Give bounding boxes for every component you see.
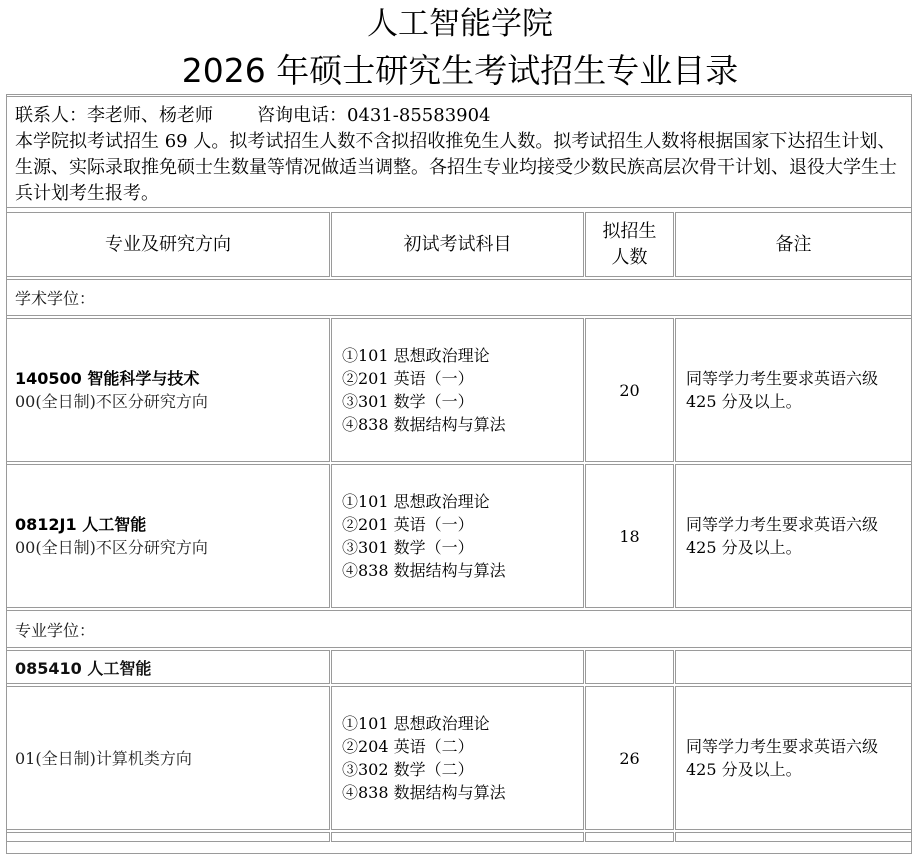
major-code: 085410 人工智能	[6, 650, 330, 684]
empty-cell	[585, 650, 674, 684]
exam-subject: ②201 英语（一）	[342, 515, 474, 534]
exam-subject: ②201 英语（一）	[342, 369, 474, 388]
remarks-text: 同等学力考生要求英语六级 425 分及以上。	[686, 737, 879, 779]
exam-subjects	[331, 686, 584, 830]
empty-cell	[331, 650, 584, 684]
header-count	[585, 212, 674, 277]
table-row-major	[6, 686, 330, 830]
contact-person: 联系人：李老师、杨老师	[15, 105, 213, 126]
enrollment-count: 18	[585, 464, 674, 608]
contact-phone: 咨询电话：0431-85583904	[257, 105, 491, 126]
page-title: 人工智能学院	[367, 6, 553, 42]
header-count-line2: 人数	[611, 246, 648, 268]
major-code: 0812J1 人工智能	[15, 515, 147, 534]
header-note: 备注	[675, 212, 912, 277]
table-row-partial	[585, 832, 674, 842]
major-code: 140500 智能科学与技术	[15, 369, 200, 388]
exam-subject: ①101 思想政治理论	[342, 492, 490, 511]
header-major: 专业及研究方向	[6, 212, 330, 277]
section-academic: 学术学位：	[6, 279, 912, 316]
table-row-partial	[6, 832, 330, 842]
enrollment-count: 26	[585, 686, 674, 830]
intro-box	[6, 96, 912, 208]
remarks-cell	[675, 686, 912, 830]
empty-cell	[675, 650, 912, 684]
table-row-partial	[675, 832, 912, 842]
remarks-text: 同等学力考生要求英语六级 425 分及以上。	[686, 515, 879, 557]
table-row-major	[6, 464, 330, 608]
exam-subjects	[331, 464, 584, 608]
page-subtitle: 2026 年硕士研究生考试招生专业目录	[181, 51, 739, 90]
exam-subject: ③302 数学（二）	[342, 760, 474, 779]
exam-subject: ④838 数据结构与算法	[342, 561, 506, 580]
exam-subject: ①101 思想政治理论	[342, 346, 490, 365]
enrollment-count: 20	[585, 318, 674, 462]
exam-subject: ③301 数学（一）	[342, 392, 474, 411]
contact-line	[15, 103, 903, 129]
remarks-cell	[675, 318, 912, 462]
exam-subject: ④838 数据结构与算法	[342, 783, 506, 802]
remarks-cell	[675, 464, 912, 608]
header-exam: 初试考试科目	[331, 212, 584, 277]
exam-subject: ②204 英语（二）	[342, 737, 474, 756]
exam-subjects	[331, 318, 584, 462]
exam-subject: ④838 数据结构与算法	[342, 415, 506, 434]
research-direction: 00(全日制)不区分研究方向	[15, 392, 208, 411]
research-direction: 01(全日制)计算机类方向	[15, 748, 192, 768]
intro-description: 本学院拟考试招生 69 人。拟考试招生人数不含拟招收推免生人数。拟考试招生人数将根据国家下达招生计划、生源、实际录取推免硕士生数量等情况做适当调整。各招生专业均接受少数民族高层次骨干计划、退役大学生士兵计划考生报考。	[15, 131, 897, 204]
remarks-text: 同等学力考生要求英语六级 425 分及以上。	[686, 369, 879, 411]
table-row-partial	[331, 832, 584, 842]
table-row-major	[6, 318, 330, 462]
exam-subject: ③301 数学（一）	[342, 538, 474, 557]
research-direction: 00(全日制)不区分研究方向	[15, 538, 208, 557]
exam-subject: ①101 思想政治理论	[342, 714, 490, 733]
header-count-line1: 拟招生	[602, 220, 657, 242]
section-professional: 专业学位：	[6, 610, 912, 648]
